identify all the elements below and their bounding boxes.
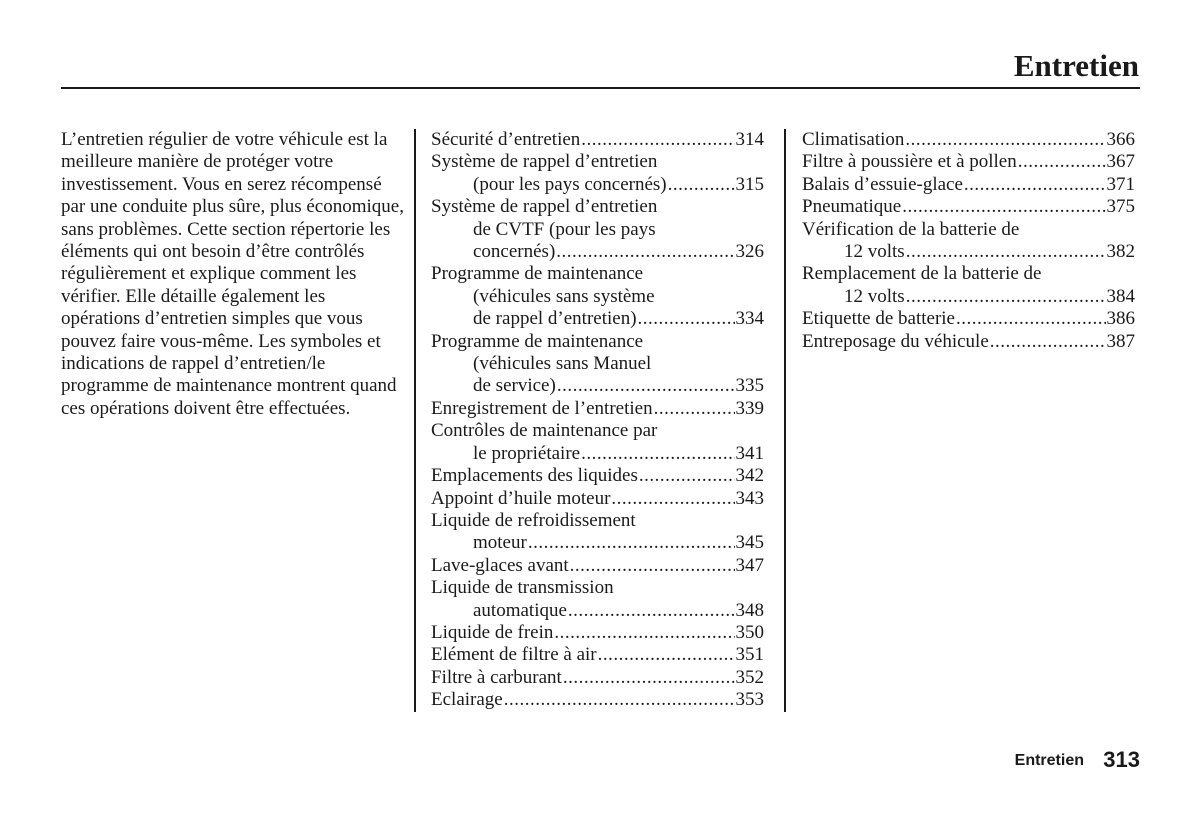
toc-page-number: 348	[735, 599, 764, 621]
toc-entry[interactable]	[431, 555, 764, 577]
toc-page-number: 371	[1106, 173, 1135, 195]
dot-leader	[563, 667, 735, 689]
toc-entry[interactable]	[802, 308, 1135, 330]
dot-leader	[598, 644, 735, 666]
toc-entry-text: automatique	[473, 599, 567, 621]
dot-leader	[554, 622, 734, 644]
toc-column-middle	[431, 129, 764, 712]
toc-entry[interactable]	[431, 510, 764, 555]
toc-entry-text: Système de rappel d’entretien	[431, 151, 658, 173]
dot-leader	[557, 375, 735, 397]
toc-entry-text: (pour les pays concernés)	[473, 173, 667, 195]
toc-entry-text: Climatisation	[802, 129, 905, 150]
toc-entry-text: 12 volts	[844, 285, 905, 307]
toc-page-number: 366	[1106, 129, 1135, 150]
toc-entry-text: Liquide de refroidissement	[431, 509, 636, 531]
toc-entry-text: Entreposage du véhicule	[802, 330, 989, 352]
dot-leader	[638, 308, 735, 330]
toc-entry-text: Vérification de la batterie de	[802, 218, 1020, 240]
dot-leader	[528, 532, 735, 554]
toc-page-number: 315	[735, 173, 764, 195]
toc-entry-text: Eclairage	[431, 689, 503, 711]
toc-page-number: 384	[1106, 285, 1135, 307]
toc-page-number: 375	[1106, 196, 1135, 218]
toc-entry-text: de rappel d’entretien)	[473, 308, 637, 330]
toc-entry[interactable]	[431, 420, 764, 465]
dot-leader	[668, 174, 735, 196]
toc-page-number: 334	[735, 308, 764, 330]
toc-page-number: 386	[1106, 308, 1135, 330]
dot-leader	[568, 600, 735, 622]
dot-leader	[906, 286, 1106, 308]
toc-entry[interactable]	[802, 174, 1135, 196]
toc-entry-text: Programme de maintenance	[431, 263, 644, 285]
toc-entry-text: de service)	[473, 375, 556, 397]
toc-entry-text: Balais d’essuie-glace	[802, 173, 963, 195]
toc-entry[interactable]	[431, 465, 764, 487]
toc-entry[interactable]	[802, 129, 1135, 151]
dot-leader	[964, 174, 1106, 196]
toc-entry-text: de CVTF (pour les pays	[473, 218, 656, 240]
toc-entry-text: Elément de filtre à air	[431, 644, 597, 666]
toc-page-number: 314	[735, 129, 764, 150]
toc-page-number: 343	[735, 487, 764, 509]
toc-entry[interactable]	[431, 398, 764, 420]
toc-entry[interactable]	[431, 196, 764, 263]
toc-entry-text: concernés)	[473, 241, 556, 263]
toc-entry-text: Enregistrement de l’entretien	[431, 397, 653, 419]
dot-leader	[905, 129, 1105, 151]
intro-paragraph: L’entretien régulier de votre véhicule est la meilleure manière de protéger votre investissement. Vous en serez récompensé par une conduite plus sûre, plus économique, sans problèmes. Cette section répertorie les éléments qui ont besoin d’être contrôlés régulièrement et explique comment les vérifier. Elle détaille également les opérations d’entretien simples que vous pouvez faire vous-même. Les symboles et indications de rappel d’entretien/le programme de maintenance montrent quand ces opérations doivent être effectuées.	[61, 129, 404, 419]
toc-entry[interactable]	[802, 263, 1135, 308]
dot-leader	[611, 488, 734, 510]
toc-entry-text: moteur	[473, 532, 527, 554]
toc-page-number: 335	[735, 375, 764, 397]
column-divider-right	[784, 129, 786, 712]
toc-entry[interactable]	[431, 263, 764, 330]
toc-entry-text: Etiquette de batterie	[802, 308, 955, 330]
toc-entry[interactable]	[431, 622, 764, 644]
toc-entry-text: Remplacement de la batterie de	[802, 263, 1042, 285]
toc-entry[interactable]	[431, 488, 764, 510]
footer-section-label: Entretien	[1014, 752, 1084, 769]
toc-page-number: 351	[735, 644, 764, 666]
toc-entry-text: (véhicules sans Manuel	[473, 353, 652, 375]
dot-leader	[504, 689, 735, 711]
toc-page-number: 341	[735, 442, 764, 464]
dot-leader	[1018, 151, 1106, 173]
toc-page-number: 352	[735, 666, 764, 688]
toc-entry[interactable]	[431, 331, 764, 398]
toc-page-number: 387	[1106, 330, 1135, 352]
toc-page-number: 347	[735, 554, 764, 576]
dot-leader	[956, 308, 1106, 330]
toc-entry[interactable]	[802, 196, 1135, 218]
dot-leader	[654, 398, 735, 420]
page-number: 313	[1103, 747, 1140, 772]
toc-entry-text: Liquide de transmission	[431, 577, 614, 599]
toc-entry[interactable]	[802, 219, 1135, 264]
dot-leader	[581, 443, 734, 465]
dot-leader	[902, 196, 1105, 218]
header-rule	[61, 87, 1140, 89]
page-title: Entretien	[1013, 48, 1139, 83]
toc-entry-text: Sécurité d’entretien	[431, 129, 581, 150]
dot-leader	[990, 331, 1106, 353]
toc-page-number: 339	[735, 397, 764, 419]
toc-entry-text: Appoint d’huile moteur	[431, 487, 611, 509]
toc-entry-text: 12 volts	[844, 241, 905, 263]
toc-entry[interactable]	[431, 667, 764, 689]
toc-entry-text: Liquide de frein	[431, 621, 554, 643]
toc-page-number: 353	[735, 689, 764, 711]
toc-page-number: 367	[1106, 151, 1135, 173]
dot-leader	[639, 465, 735, 487]
toc-page-number: 326	[735, 241, 764, 263]
toc-entry[interactable]	[431, 129, 764, 151]
toc-entry-text: Filtre à carburant	[431, 666, 562, 688]
toc-entry-text: (véhicules sans système	[473, 285, 655, 307]
toc-entry[interactable]	[431, 644, 764, 666]
dot-leader	[906, 241, 1106, 263]
toc-entry[interactable]	[802, 151, 1135, 173]
toc-entry[interactable]	[802, 331, 1135, 353]
toc-entry-text: Pneumatique	[802, 196, 902, 218]
toc-page-number: 382	[1106, 241, 1135, 263]
dot-leader	[556, 241, 734, 263]
toc-page-number: 342	[735, 465, 764, 487]
toc-entry-text: Lave-glaces avant	[431, 554, 569, 576]
toc-entry-text: Système de rappel d’entretien	[431, 196, 658, 218]
toc-page-number: 345	[735, 532, 764, 554]
toc-entry-text: le propriétaire	[473, 442, 581, 464]
toc-entry-text: Programme de maintenance	[431, 330, 644, 352]
toc-entry[interactable]	[431, 577, 764, 622]
toc-entry[interactable]	[431, 689, 764, 711]
toc-page-number: 350	[735, 621, 764, 643]
toc-entry-text: Emplacements des liquides	[431, 465, 638, 487]
toc-entry-text: Contrôles de maintenance par	[431, 420, 658, 442]
column-divider-left	[414, 129, 416, 712]
dot-leader	[581, 129, 734, 151]
toc-entry-text: Filtre à poussière et à pollen	[802, 151, 1017, 173]
toc-column-right	[802, 129, 1135, 353]
toc-entry[interactable]	[431, 151, 764, 196]
dot-leader	[570, 555, 735, 577]
